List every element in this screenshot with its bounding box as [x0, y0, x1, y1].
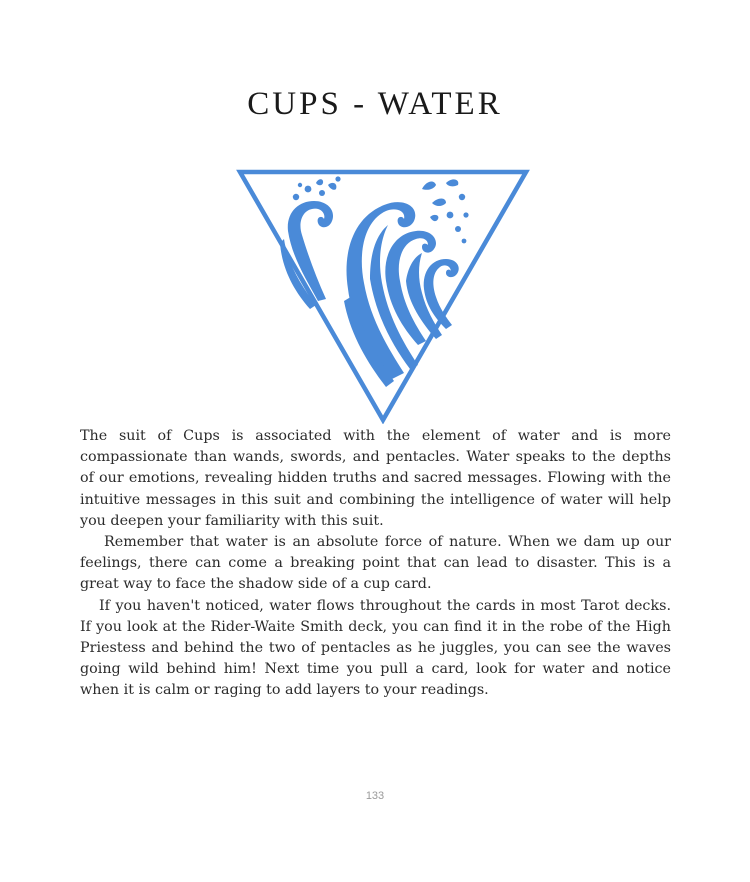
paragraph-1: The suit of Cups is associated with the element of water and is more compassionate than wands, swords, and pentacles. Water speaks to the depths of our emotions, revealing hidden truths and sacred messages. Flowing with the intuitive messages in this suit and combining the intelligence of water will help you deepen your familiarity with this suit.: [80, 428, 671, 529]
water-wave-triangle-icon: [236, 169, 530, 424]
page-title: CUPS - WATER: [247, 86, 503, 122]
paragraph-3: If you haven't noticed, water flows throughout the cards in most Tarot decks. If you look at the Rider-Waite Smith deck, you can find it in the robe of the High Priestess and behind the two of pentacles as he juggles, you can see the waves going wild behind him! Next time you pull a card, look for water and notice when it is calm or raging to add layers to your readings.: [80, 597, 671, 699]
body-text: [80, 426, 671, 702]
page-number: 133: [365, 790, 385, 802]
paragraph-2: Remember that water is an absolute force of nature. When we dam up our feelings, there can come a breaking point that can lead to disaster. This is a great way to face the shadow side of a cup card.: [80, 534, 671, 593]
